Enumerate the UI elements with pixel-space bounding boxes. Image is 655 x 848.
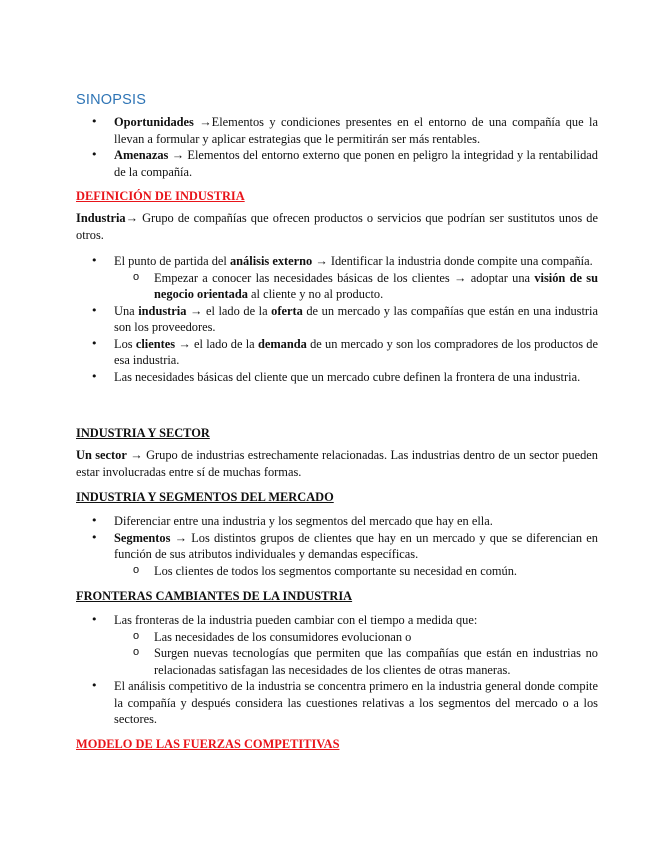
section-heading: INDUSTRIA Y SEGMENTOS DEL MERCADO	[76, 490, 334, 504]
arrow-icon: →	[454, 270, 467, 285]
bold-text: oferta	[271, 303, 303, 318]
text: Identificar la industria donde compite una compañía.	[330, 254, 593, 268]
sub-list-item	[76, 563, 598, 580]
text: Los	[114, 336, 136, 351]
arrow-icon: →	[174, 530, 188, 545]
text: Las necesidades básicas del cliente que un mercado cubre definen la frontera de una industria.	[114, 369, 581, 384]
definicion-section	[76, 188, 598, 205]
fronteras-section	[76, 588, 598, 605]
arrow-icon: →	[190, 303, 203, 318]
arrow-icon: →	[130, 448, 143, 462]
term-amenazas: Amenazas	[114, 148, 169, 162]
term-oportunidades: Oportunidades	[114, 115, 194, 129]
sub-list-item	[76, 629, 598, 646]
definition-text: Elementos del entorno externo que ponen en peligro la integridad y la rentabilidad de la compañía.	[114, 148, 598, 179]
list-item	[76, 336, 598, 369]
industria-definition	[76, 210, 598, 243]
definition-text: Grupo de industrias estrechamente relacionadas. Las industrias dentro de un sector pueden estar involucradas entre sí de muchas formas.	[76, 448, 598, 479]
section-heading: DEFINICIÓN DE INDUSTRIA	[76, 189, 245, 203]
list-item	[76, 303, 598, 336]
sinopsis-title: SINOPSIS	[76, 92, 147, 108]
definition-text: Elementos y condiciones presentes en el entorno de una compañía que la llevan a formular y aplicar estrategias que le permitirán ser más rentables.	[114, 115, 598, 146]
sub-list-item	[76, 270, 598, 303]
segmentos-list	[76, 513, 598, 579]
section-heading: INDUSTRIA Y SECTOR	[76, 426, 210, 440]
text: adoptar una	[470, 270, 535, 285]
segmentos-section	[76, 489, 598, 506]
sub-list	[114, 629, 598, 679]
term-segmentos: Segmentos	[114, 530, 171, 545]
section-heading: FRONTERAS CAMBIANTES DE LA INDUSTRIA	[76, 589, 353, 603]
text: Las necesidades de los consumidores evolucionan o	[154, 629, 412, 644]
sub-list	[114, 563, 598, 580]
sinopsis-list	[76, 114, 598, 180]
arrow-icon: →	[125, 211, 138, 225]
list-item	[76, 114, 598, 147]
text: Surgen nuevas tecnologías que permiten que las compañías que están en industrias no relacionadas satisfagan las necesidades de los clientes de otras maneras.	[154, 646, 598, 677]
text: de un mercado y las compañías que están en una industria son los proveedores.	[114, 303, 598, 334]
list-item	[76, 253, 598, 303]
text: Diferenciar entre una industria y los segmentos del mercado que hay en ella.	[114, 514, 493, 528]
modelo-section	[76, 736, 598, 753]
bold-text: demanda	[257, 336, 307, 351]
text: Empezar a conocer las necesidades básicas de los clientes	[154, 270, 455, 285]
list-item	[76, 513, 598, 530]
section-heading: MODELO DE LAS FUERZAS COMPETITIVAS	[76, 737, 340, 751]
sinopsis-section	[76, 92, 598, 109]
arrow-icon: →	[199, 115, 212, 129]
list-item	[76, 678, 598, 728]
definition-text: Grupo de compañías que ofrecen productos o servicios que podrían ser sustitutos unos de otros.	[76, 211, 598, 242]
arrow-icon: →	[178, 336, 191, 351]
text: El punto de partida del	[114, 254, 230, 268]
text: el lado de la	[194, 336, 258, 351]
sub-list-item	[76, 645, 598, 678]
bold-text: análisis externo	[229, 254, 313, 268]
definition-text: Los distintos grupos de clientes que hay en un mercado y que se diferencian en función de sus atributos individuales y demandas específicas.	[114, 530, 598, 561]
definicion-list	[76, 253, 598, 385]
text: Las fronteras de la industria pueden cambiar con el tiempo a medida que:	[114, 613, 478, 627]
text: El análisis competitivo de la industria se concentra primero en la industria general donde compite la compañía y después considera las cuestiones relativas a los segmentos del mercado o a los sectores.	[114, 679, 598, 726]
sub-list	[114, 270, 598, 303]
text: de un mercado y son los compradores de los productos de esa industria.	[114, 336, 598, 367]
bold-text: industria	[138, 303, 187, 318]
list-item	[76, 612, 598, 678]
arrow-icon: →	[315, 254, 328, 268]
list-item	[76, 147, 598, 180]
term-sector: Un sector	[76, 448, 127, 462]
text: Una	[114, 303, 139, 318]
text: al cliente y no al producto.	[247, 287, 384, 301]
list-item	[76, 369, 598, 386]
term-industria: Industria	[76, 211, 126, 225]
fronteras-list	[76, 612, 598, 728]
text: el lado de la	[205, 303, 272, 318]
arrow-icon: →	[171, 148, 185, 162]
list-item	[76, 530, 598, 580]
sector-section	[76, 425, 598, 442]
bold-text: visión de su negocio orientada	[154, 270, 598, 301]
bold-text: clientes	[135, 336, 176, 351]
text: Los clientes de todos los segmentos comportante su necesidad en común.	[154, 563, 518, 578]
sector-definition	[76, 447, 598, 480]
